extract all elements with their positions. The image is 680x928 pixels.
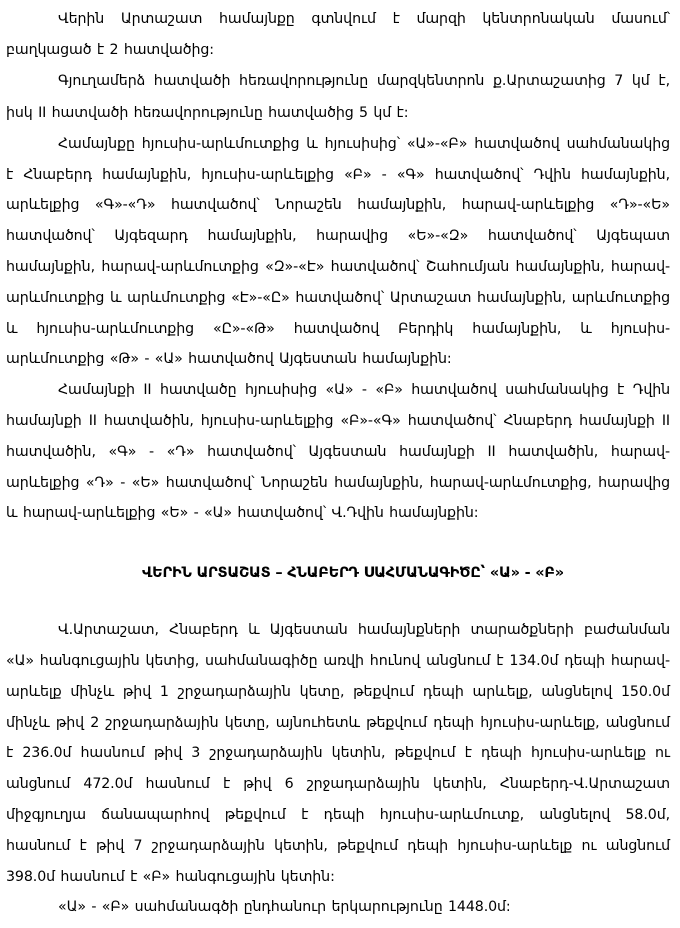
paragraph-boundary-total-length: «Ա» - «Բ» սահմանագծի ընդհանուր երկարությունը 1448.0մ: [58,899,511,916]
section-village-description [6,4,670,529]
section-boundary-description [6,615,670,923]
paragraph-borders-part1: Համայնքը հյուսիս-արևմուտքից և հյուսիսից՝ «Ա»-«Բ» հատվածով սահմանակից է Հնաբերդ համայնքին, հյուսիս-արևելքից «Բ» - «Գ» հատվածով՝ Դվին համայնքին, արևելքից «Գ»-«Դ» հատվածով՝ Նորաշեն համայնքին, հարավ-արևելքից «Դ»-«Ե» հատվածով՝ Այգեզարդ համայնքին, հարավից «Ե»-«Զ» հատվածով՝ Այգեպատ համայնքին, հարավ-արևմուտքից «Զ»-«Է» հատվածով՝ Շահումյան համայնքին, հարավ-արևմուտքից և արևմուտքից «Է»-«Ը» հատվածով՝ Արտաշատ համայնքին, արևմուտքից և հյուսիս-արևմուտքից «Ը»-«Թ» հատվածով Բերդիկ համայնքին, և հյուսիս-արևմուտքից «Թ» - «Ա» հատվածով Այգեստան համայնքին: [6,135,670,368]
paragraph-distance: Գյուղամերձ հատվածի հեռավորությունը մարզկենտրոն ք.Արտաշատից 7 կմ է, իսկ II հատվածի հեռավորությունը հատվածից 5 կմ է: [6,73,670,121]
paragraph-location: Վերին Արտաշատ համայնքը գտնվում է մարզի կենտրոնական մասում՝ բաղկացած է 2 հատվածից: [6,11,670,59]
paragraph-boundary-route: Վ.Արտաշատ, Հնաբերդ և Այգեստան համայնքների տարածքների բաժանման «Ա» հանգուցային կետից, սահմանագիծը առվի հունով անցնում է 134.0մ դեպի հարավ-արևելք մինչև թիվ 1 շրջադարձային կետը, թեքվում դեպի արևելք, անցնելով 150.0մ մինչև թիվ 2 շրջադարձային կետը, այնուհետև թեքվում դեպի հյուսիս-արևելք, անցնում է 236.0մ հասնում թիվ 3 շրջադարձային կետին, թեքվում է դեպի հյուսիս-արևելք ու անցնում 472.0մ հասնում է թիվ 6 շրջադարձային կետին, Հնաբերդ-Վ.Արտաշատ միջգյուղյա ճանապարհով թեքվում է դեպի հյուսիս-արևմուտք, անցնելով 58.0մ, հասնում է թիվ 7 շրջադարձային կետին, թեքվում դեպի հյուսիս-արևելք ու անցնում 398.0մ հասնում է «Բ» հանգուցային կետին: [6,622,670,885]
paragraph-borders-part2: Համայնքի II հատվածը հյուսիսից «Ա» - «Բ» հատվածով սահմանակից է Դվին համայնքի II հատվածին, հյուսիս-արևելքից «Բ»-«Գ» հատվածով՝ Հնաբերդ համայնքի II հատվածին, «Գ» - «Դ» հատվածով՝ Այգեստան համայնքի II հատվածին, հարավ-արևելքից «Դ» - «Ե» հատվածով՝ Նորաշեն համայնքին, հարավ-արևմուտքից, հարավից և հարավ-արևելքից «Ե» - «Ա» հատվածով՝ Վ.Դվին համայնքին: [6,382,670,522]
section-heading: ՎԵՐԻՆ ԱՐՏԱՇԱՏ – ՀՆԱԲԵՐԴ ՍԱՀՄԱՆԱԳԻԾԸ՝ «Ա» - «Բ» [142,565,564,582]
